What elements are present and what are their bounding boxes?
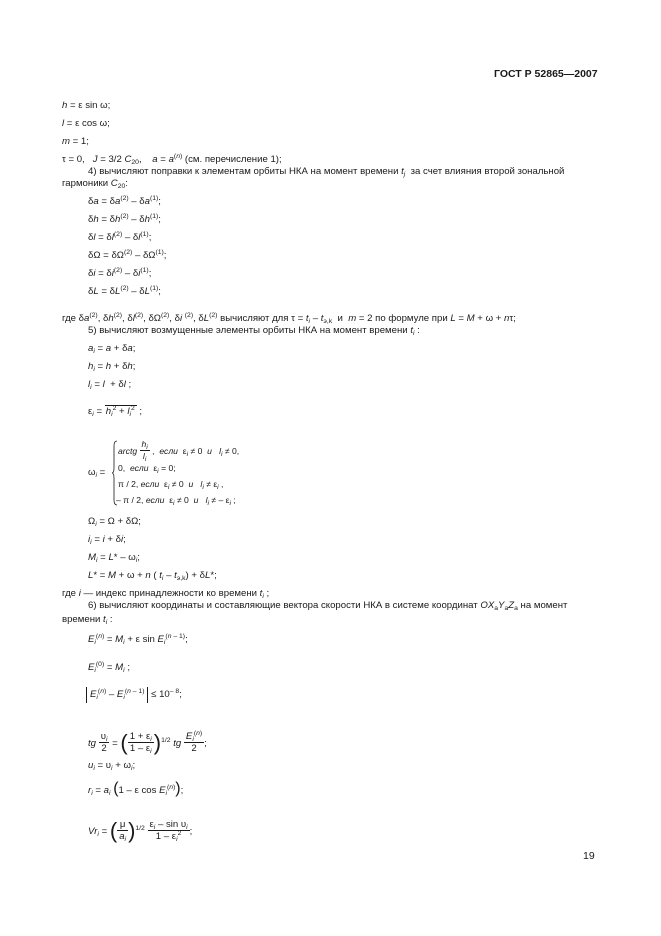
formula-m: m = 1;	[62, 136, 89, 147]
cm-ref: (см. перечисление 1);	[184, 154, 282, 165]
p5-text: 5) вычисляют возмущенные элементы орбиты НКА на момент времени	[88, 325, 408, 336]
true-anomaly: tg $\frac{\upsilon_i}{2}$ = ( $\frac{1 + \varepsilon_i}{1 - \varepsilon_i}$ )$^{1/2}$ tg $\frac{E_i^{(n)}}{2}$ ;	[88, 729, 207, 755]
if-word-4: если	[145, 495, 165, 505]
omega-case-4: – π / 2, если $\varepsilon_i \ne 0$ и $l_i$ ≠ – $\varepsilon_i$ ;	[116, 495, 236, 507]
kepler-convergence: $E_i^{(n)} - E_i^{(n - 1)} \le 10^{- 8}$;	[86, 687, 182, 703]
p6-text-b: на момент	[520, 600, 568, 611]
omega-case-2: 0, если $\varepsilon_i = 0$;	[118, 463, 176, 475]
if-word-3: если	[140, 479, 160, 489]
paragraph-4-cont: гармоники $C_{20}$:	[62, 178, 128, 190]
paragraph-4: 4) вычисляют поправки к элементам орбиты НКА на момент времени $t_j$ за счет влияния второй зональной	[88, 166, 565, 178]
perturbed-l: $l_i = l + \delta l$ ;	[88, 379, 132, 391]
delta-a: $\delta a = \delta a^{(2)} - \delta a^{(1)}$;	[88, 195, 161, 207]
if-word-1: если	[159, 445, 178, 456]
where-word: где	[62, 313, 77, 324]
where-1-d: по формуле при	[375, 313, 448, 324]
paragraph-5: 5) вычисляют возмущенные элементы орбиты НКА на момент времени $t_i$ :	[88, 325, 420, 337]
paragraph-6-cont: времени $t_i$ :	[62, 614, 113, 626]
page-number: 19	[583, 850, 595, 862]
where-1-c: и	[337, 313, 343, 324]
radius-formula: $r_i = a_i$ (1 – ε $\cos E_i^{(n)}$);	[88, 780, 184, 798]
and-word-3: и	[188, 479, 194, 489]
p6-text-2: времени	[62, 614, 101, 625]
omega-case-1: arctg $\frac{h_i}{l_i}$ , если $\varepsilon_i \ne 0$ и $l_i \ne 0$,	[118, 439, 240, 463]
omega-label: $\omega_i$ =	[88, 467, 106, 479]
L-star: L* = M + ω + n ( $t_i - t_{э,k}) + \delta L*$;	[88, 570, 217, 582]
standard-header: ГОСТ Р 52865—2007	[494, 68, 598, 80]
if-word-2: если	[129, 463, 149, 473]
formula-tau: τ = 0, J = 3/2 $C_{20}$, $a = a^{(n)}$ (см. перечисление 1);	[62, 153, 282, 166]
formula-h: h = ε sin ω;	[62, 100, 111, 111]
p6-text: 6) вычисляют координаты и составляющие вектора скорости НКА в системе координат	[88, 600, 478, 611]
and-word-4: и	[193, 495, 199, 505]
p4-text-b: за счет влияния второй зональной	[410, 166, 565, 177]
p4-text: 4) вычисляют поправки к элементам орбиты НКА на момент времени	[88, 166, 399, 177]
and-word-1: и	[207, 445, 212, 456]
delta-l: $\delta l = \delta l^{(2)} - \delta l^{(1)}$;	[88, 231, 152, 243]
perturbed-a: $a_i = a + \delta a$;	[88, 343, 136, 355]
eccentricity-formula: $\varepsilon_i = h_i^2 + l_i^2$ ;	[88, 405, 143, 418]
radial-velocity: $Vr_i$ = ( $\frac{\mu}{a_i}$ )$^{1/2}$ $\frac{\varepsilon_i - \sin \upsilon_i}{1 - \varepsilon_i^2}$ ;	[88, 817, 193, 843]
argument-latitude: $u_i = \upsilon_i + \omega_i$;	[88, 760, 136, 772]
delta-omega: $\delta\Omega = \delta\Omega^{(2)} - \delta\Omega^{(1)}$;	[88, 249, 167, 261]
delta-h: $\delta h = \delta h^{(2)} - \delta h^{(1)}$;	[88, 213, 161, 225]
where-2-b: — индекс принадлежности ко времени	[83, 588, 257, 599]
paragraph-6: 6) вычисляют координаты и составляющие вектора скорости НКА в системе координат $OX_аY_аZ_а$ на момент	[88, 600, 568, 612]
perturbed-h: $h_i = h + \delta h$;	[88, 361, 136, 373]
omega-case-3: π / 2, если $\varepsilon_i \ne 0$ и $l_i \ne \varepsilon_i$ ,	[118, 479, 224, 491]
p4-text-2: гармоники	[62, 178, 109, 189]
where-1-b: вычисляют для	[220, 313, 289, 324]
formula-l: l = ε cos ω;	[62, 118, 110, 129]
kepler-iteration: $E_i^{(n)} = M_i + \varepsilon$ $\sin E_i^{(n - 1)}$;	[88, 633, 188, 646]
mean-anomaly: $M_i = L* - \omega_i$;	[88, 552, 140, 564]
perturbed-Omega: $\Omega_i = \Omega + \delta\Omega$;	[88, 516, 141, 528]
kepler-initial: $E_i^{(0)} = M_i$ ;	[88, 661, 131, 674]
delta-L: $\delta L = \delta L^{(2)} - \delta L^{(1)}$;	[88, 285, 161, 297]
delta-i: $\delta i = \delta i^{(2)} - \delta i^{(1)}$;	[88, 267, 152, 279]
perturbed-i: $i_i = i + \delta i$;	[88, 534, 126, 546]
where-1: где $\delta a^{(2)}$, $\delta h^{(2)}$, $\delta l^{(2)}$, $\delta\Omega^{(2)}$, δi $^{(2)}$, $\delta L^{(2)}$ вычисляют для $\tau = t_i - t_{э,k}$ и m = 2 по формуле при L = M + ω + nτ;	[62, 312, 516, 325]
where-2: где i — индекс принадлежности ко времени $t_i$ ;	[62, 588, 270, 600]
where-word-2: где	[62, 588, 77, 599]
